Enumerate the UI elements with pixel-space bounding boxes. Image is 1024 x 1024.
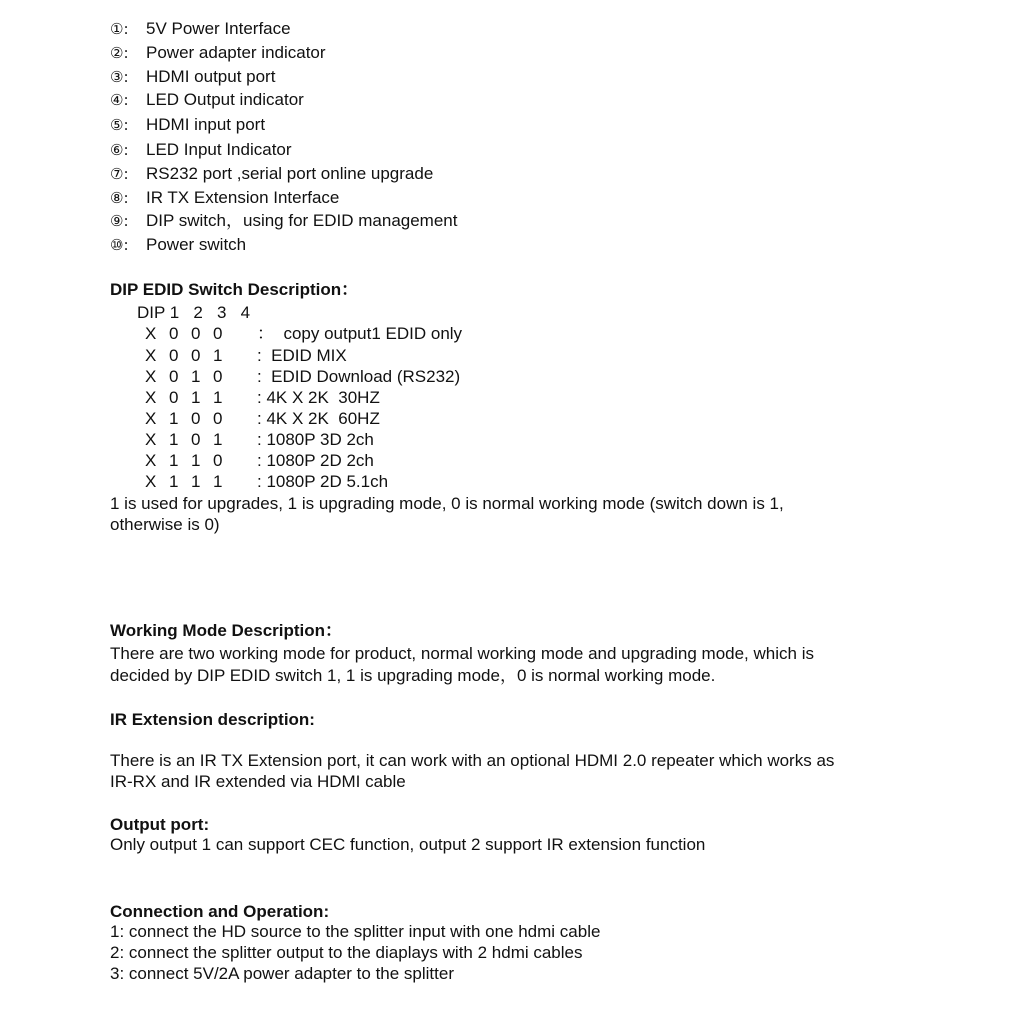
dip-note-line: otherwise is 0) — [110, 515, 220, 534]
legend-text: 5V Power Interface — [146, 19, 291, 38]
legend-item — [110, 90, 304, 110]
legend-number: ⑨: — [110, 212, 129, 230]
legend-item — [110, 140, 292, 160]
legend-item — [110, 235, 246, 255]
working-mode-text: decided by DIP EDID switch 1, 1 is upgrading mode，0 is normal working mode. — [110, 666, 716, 685]
dip-description: : 4K X 2K 30HZ — [257, 388, 380, 407]
legend-number: ⑦: — [110, 165, 129, 183]
dip-description: : 1080P 2D 2ch — [257, 451, 374, 470]
dip-table-row — [145, 472, 388, 492]
legend-number: ⑧: — [110, 189, 129, 207]
legend-item — [110, 19, 291, 39]
legend-number: ④: — [110, 91, 129, 109]
connection-step: 3: connect 5V/2A power adapter to the splitter — [110, 964, 454, 983]
dip-table-row — [145, 409, 380, 429]
dip-code: X 0 0 0 — [145, 324, 223, 343]
legend-text: LED Input Indicator — [146, 140, 292, 159]
working-mode-text: There are two working mode for product, normal working mode and upgrading mode, which is — [110, 644, 814, 663]
legend-item — [110, 67, 275, 87]
legend-item — [110, 43, 326, 63]
legend-text: IR TX Extension Interface — [146, 188, 340, 207]
connection-heading: Connection and Operation: — [110, 902, 330, 921]
legend-text: DIP switch，using for EDID management — [146, 211, 458, 230]
dip-description: : EDID MIX — [257, 346, 347, 365]
legend-item — [110, 211, 457, 231]
dip-table-row — [145, 367, 460, 387]
legend-text: Power adapter indicator — [146, 43, 326, 62]
output-port-heading: Output port: — [110, 815, 210, 834]
legend-text: LED Output indicator — [146, 90, 304, 109]
dip-code: X 1 1 1 — [145, 472, 223, 491]
ir-extension-text: IR-RX and IR extended via HDMI cable — [110, 772, 406, 791]
legend-number: ⑥: — [110, 141, 129, 159]
legend-item — [110, 164, 433, 184]
dip-code: X 0 0 1 — [145, 346, 223, 365]
legend-number: ②: — [110, 44, 129, 62]
connection-step: 1: connect the HD source to the splitter input with one hdmi cable — [110, 922, 601, 941]
dip-table-row — [145, 346, 347, 366]
dip-table-row — [145, 451, 374, 471]
dip-description: : 4K X 2K 60HZ — [257, 409, 380, 428]
legend-number: ⑩: — [110, 236, 129, 254]
dip-code: X 1 0 0 — [145, 409, 223, 428]
dip-table-row — [145, 324, 462, 344]
legend-number: ⑤: — [110, 116, 129, 134]
legend-text: HDMI output port — [146, 67, 276, 86]
legend-item — [110, 188, 339, 208]
working-mode-heading: Working Mode Description： — [110, 621, 343, 640]
ir-extension-heading: IR Extension description: — [110, 710, 315, 729]
dip-code: X 1 1 0 — [145, 451, 223, 470]
legend-item — [110, 115, 265, 135]
legend-number: ①: — [110, 20, 129, 38]
dip-table-row — [145, 430, 374, 450]
dip-code: X 0 1 1 — [145, 388, 223, 407]
legend-text: RS232 port ,serial port online upgrade — [146, 164, 434, 183]
output-port-text: Only output 1 can support CEC function, output 2 support IR extension function — [110, 835, 706, 854]
dip-description: : EDID Download (RS232) — [257, 367, 461, 386]
dip-header-row: DIP 1 2 3 4 — [137, 303, 251, 322]
dip-description: : 1080P 2D 5.1ch — [257, 472, 389, 491]
connection-step: 2: connect the splitter output to the diaplays with 2 hdmi cables — [110, 943, 583, 962]
dip-table-row — [145, 388, 380, 408]
legend-number: ③: — [110, 68, 129, 86]
dip-description: ： copy output1 EDID only — [257, 324, 463, 343]
ir-extension-text: There is an IR TX Extension port, it can work with an optional HDMI 2.0 repeater which works as — [110, 751, 835, 770]
legend-text: HDMI input port — [146, 115, 266, 134]
dip-description: : 1080P 3D 2ch — [257, 430, 374, 449]
dip-note-line: 1 is used for upgrades, 1 is upgrading mode, 0 is normal working mode (switch down is 1, — [110, 494, 784, 513]
dip-code: X 1 0 1 — [145, 430, 223, 449]
legend-text: Power switch — [146, 235, 247, 254]
dip-code: X 0 1 0 — [145, 367, 223, 386]
dip-section-heading: DIP EDID Switch Description： — [110, 280, 359, 299]
